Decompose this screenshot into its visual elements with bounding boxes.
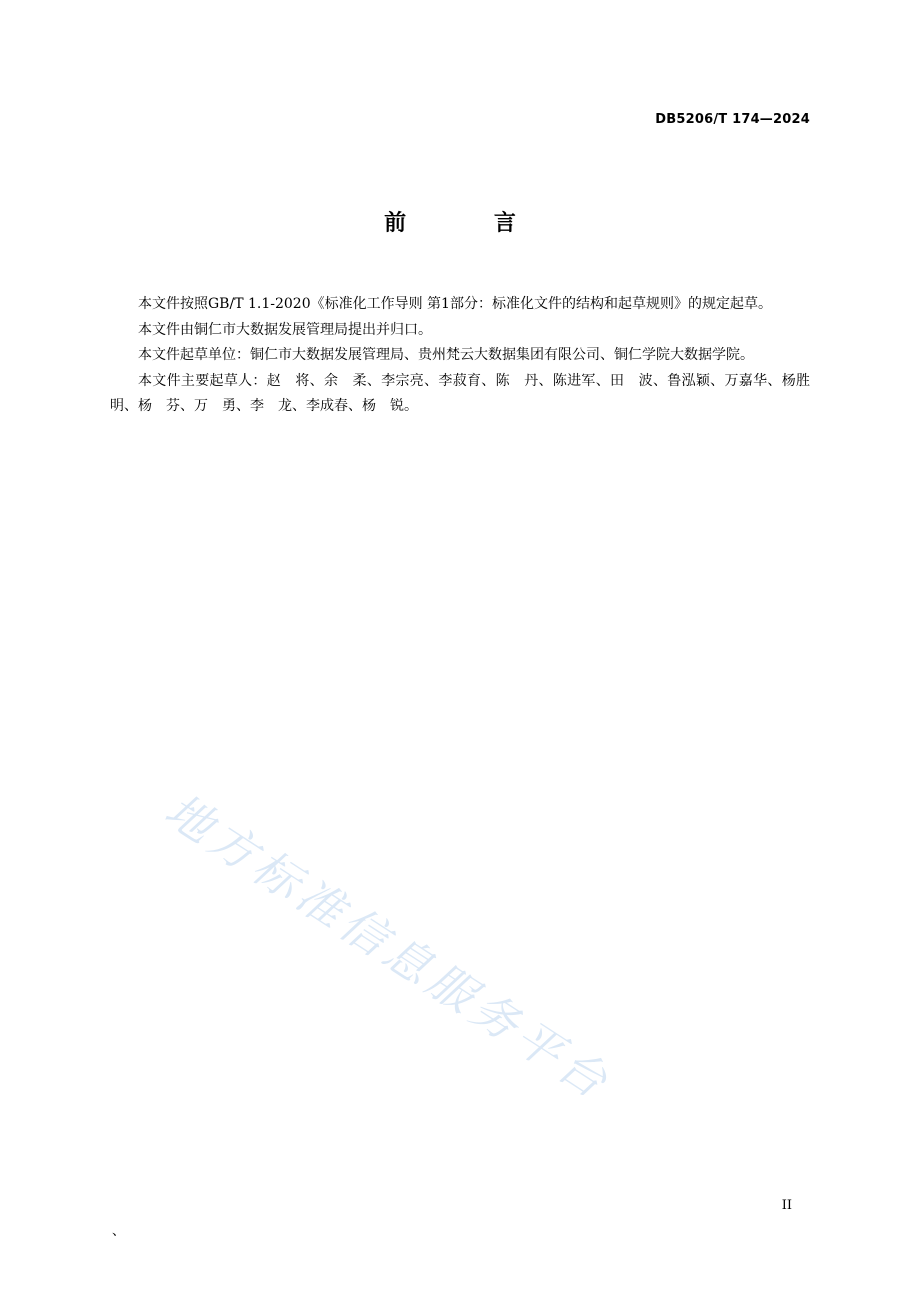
paragraph-proposer: 本文件由铜仁市大数据发展管理局提出并归口。 [138,321,432,338]
paragraph-drafting-units: 本文件起草单位：铜仁市大数据发展管理局、贵州梵云大数据集团有限公司、铜仁学院大数据学院。 [138,347,754,363]
watermark: 地方标准信息服务平台 [155,782,622,1112]
page-title: 前 言 [384,211,556,236]
document-code: DB5206/T 174—2024 [655,112,810,127]
paragraph-drafters: 本文件主要起草人：赵 将、余 柔、李宗亮、李菽育、陈 丹、陈进军、田 波、鲁泓颖、万嘉华、杨胜明、杨 芬、万 勇、李 龙、李成春、杨 锐。 [110,372,810,414]
paragraph-drafting-rules: 本文件按照GB/T 1.1-2020《标准化工作导则 第1部分：标准化文件的结构和起草规则》的规定起草。 [138,296,772,312]
stray-mark: 、 [112,1224,126,1239]
body-text [110,292,810,420]
page-number: II [781,1198,792,1213]
